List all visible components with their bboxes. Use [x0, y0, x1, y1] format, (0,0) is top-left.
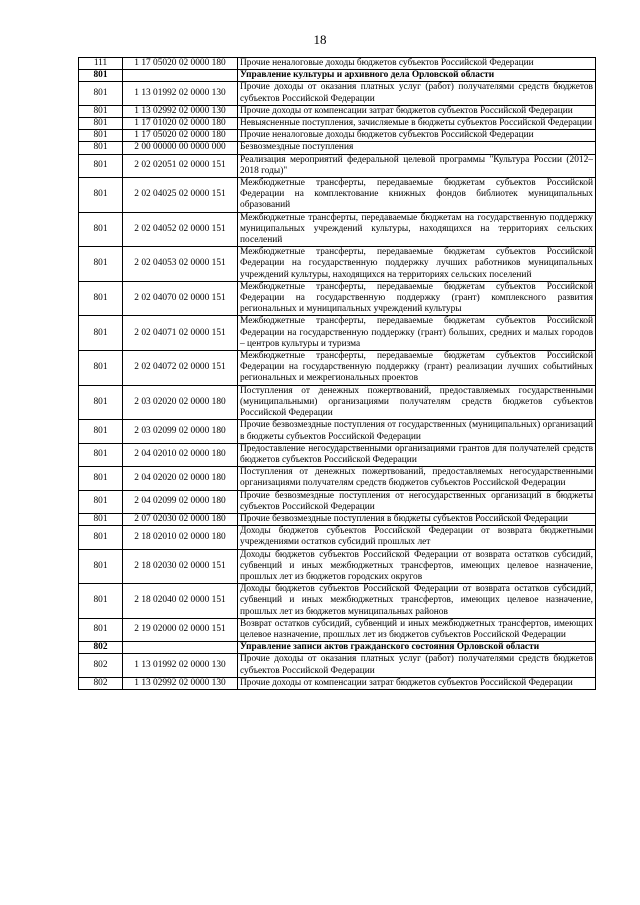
revenue-name-cell: Управление культуры и архивного дела Орловской области — [238, 70, 596, 82]
revenue-name-cell: Реализация мероприятий федеральной целевой программы "Культура России (2012–2018 годы)" — [238, 154, 596, 177]
table-row — [79, 281, 596, 316]
admin-code-cell: 801 — [79, 549, 123, 584]
revenue-name-cell: Прочие доходы от оказания платных услуг (работ) получателями средств бюджетов субъектов Российской Федерации — [238, 654, 596, 677]
admin-code-cell: 801 — [79, 316, 123, 351]
table-row — [79, 316, 596, 351]
revenue-code-cell — [123, 70, 238, 82]
revenue-code-cell: 2 04 02099 02 0000 180 — [123, 490, 238, 513]
section-header-row — [79, 642, 596, 654]
revenue-name-cell: Невыясненные поступления, зачисляемые в бюджеты субъектов Российской Федерации — [238, 118, 596, 130]
admin-code-cell: 801 — [79, 154, 123, 177]
table-row — [79, 549, 596, 584]
revenue-name-cell: Управление записи актов гражданского состояния Орловской области — [238, 642, 596, 654]
revenue-code-cell: 1 17 05020 02 0000 180 — [123, 130, 238, 142]
revenue-name-cell: Прочие доходы от компенсации затрат бюджетов субъектов Российской Федерации — [238, 105, 596, 117]
revenue-name-cell: Прочие неналоговые доходы бюджетов субъектов Российской Федерации — [238, 130, 596, 142]
revenue-name-cell: Доходы бюджетов субъектов Российской Федерации от возврата бюджетными учреждениями остатков субсидий прошлых лет — [238, 526, 596, 549]
revenue-name-cell: Межбюджетные трансферты, передаваемые бюджетам субъектов Российской Федерации на комплектование книжных фондов библиотек муниципальных образований — [238, 178, 596, 213]
table-row — [79, 118, 596, 130]
table-row — [79, 385, 596, 420]
revenue-code-cell: 2 07 02030 02 0000 180 — [123, 513, 238, 525]
admin-code-cell: 111 — [79, 58, 123, 70]
table-row — [79, 178, 596, 213]
revenue-code-cell: 2 03 02020 02 0000 180 — [123, 385, 238, 420]
admin-code-cell: 801 — [79, 130, 123, 142]
revenue-name-cell: Межбюджетные трансферты, передаваемые бюджетам субъектов Российской Федерации на государственную поддержку (грант) больших, средних и малых городов – центров культуры и туризма — [238, 316, 596, 351]
revenue-code-cell — [123, 642, 238, 654]
table-row — [79, 105, 596, 117]
table-row — [79, 58, 596, 70]
table-row — [79, 618, 596, 641]
page-number: 18 — [313, 32, 327, 47]
revenue-code-cell: 1 13 01992 02 0000 130 — [123, 654, 238, 677]
revenue-code-cell: 2 02 02051 02 0000 151 — [123, 154, 238, 177]
revenue-code-cell: 1 17 05020 02 0000 180 — [123, 58, 238, 70]
revenue-name-cell: Межбюджетные трансферты, передаваемые бюджетам субъектов Российской Федерации на государственную поддержку (грант) комплексного развития региональных и муниципальных учреждений культуры — [238, 281, 596, 316]
admin-code-cell: 801 — [79, 513, 123, 525]
revenue-code-cell: 2 19 02000 02 0000 151 — [123, 618, 238, 641]
table-row — [79, 420, 596, 443]
admin-code-cell: 801 — [79, 212, 123, 247]
admin-code-cell: 801 — [79, 281, 123, 316]
revenue-name-cell: Поступления от денежных пожертвований, предоставляемых государственными (муниципальными) организациями получателям средств бюджетов субъектов Российской Федерации — [238, 385, 596, 420]
admin-code-cell: 802 — [79, 642, 123, 654]
admin-code-cell: 801 — [79, 247, 123, 282]
revenue-code-cell: 2 18 02030 02 0000 151 — [123, 549, 238, 584]
revenue-name-cell: Межбюджетные трансферты, передаваемые бюджетам субъектов Российской Федерации на государственную поддержку лучших работников муниципальных учреждений культуры, находящихся на территориях сельских поселений — [238, 247, 596, 282]
table-row — [79, 443, 596, 466]
revenue-code-cell: 2 04 02010 02 0000 180 — [123, 443, 238, 466]
revenue-code-cell: 1 17 01020 02 0000 180 — [123, 118, 238, 130]
table-row — [79, 82, 596, 105]
revenue-name-cell: Доходы бюджетов субъектов Российской Федерации от возврата остатков субсидий, субвенций и иных межбюджетных трансфертов, имеющих целевое назначение, прошлых лет из бюджетов городских округов — [238, 549, 596, 584]
table-row — [79, 351, 596, 386]
revenue-name-cell: Возврат остатков субсидий, субвенций и иных межбюджетных трансфертов, имеющих целевое назначение, прошлых лет из бюджетов субъектов Российской Федерации — [238, 618, 596, 641]
admin-code-cell: 801 — [79, 82, 123, 105]
revenue-code-cell: 2 18 02040 02 0000 151 — [123, 584, 238, 619]
revenue-code-cell: 1 13 02992 02 0000 130 — [123, 677, 238, 689]
revenue-code-cell: 2 18 02010 02 0000 180 — [123, 526, 238, 549]
revenue-code-cell: 2 02 04072 02 0000 151 — [123, 351, 238, 386]
admin-code-cell: 801 — [79, 70, 123, 82]
admin-code-cell: 801 — [79, 178, 123, 213]
revenue-name-cell: Прочие доходы от компенсации затрат бюджетов субъектов Российской Федерации — [238, 677, 596, 689]
admin-code-cell: 801 — [79, 420, 123, 443]
revenue-name-cell: Прочие неналоговые доходы бюджетов субъектов Российской Федерации — [238, 58, 596, 70]
table-row — [79, 677, 596, 689]
admin-code-cell: 801 — [79, 118, 123, 130]
revenue-name-cell: Доходы бюджетов субъектов Российской Федерации от возврата остатков субсидий, субвенций и иных межбюджетных трансфертов, имеющих целевое назначение, прошлых лет из бюджетов муниципальных районов — [238, 584, 596, 619]
revenue-code-cell: 1 13 01992 02 0000 130 — [123, 82, 238, 105]
revenue-code-cell: 2 02 04070 02 0000 151 — [123, 281, 238, 316]
revenue-code-cell: 2 02 04053 02 0000 151 — [123, 247, 238, 282]
revenue-name-cell: Прочие доходы от оказания платных услуг (работ) получателями средств бюджетов субъектов Российской Федерации — [238, 82, 596, 105]
revenue-code-cell: 2 02 04071 02 0000 151 — [123, 316, 238, 351]
revenue-code-cell: 2 02 04025 02 0000 151 — [123, 178, 238, 213]
table-row — [79, 142, 596, 154]
admin-code-cell: 801 — [79, 618, 123, 641]
revenue-code-cell: 2 04 02020 02 0000 180 — [123, 467, 238, 490]
table-row — [79, 154, 596, 177]
table-row — [79, 584, 596, 619]
revenue-code-cell: 2 00 00000 00 0000 000 — [123, 142, 238, 154]
section-header-row — [79, 70, 596, 82]
table-row — [79, 130, 596, 142]
revenue-name-cell: Предоставление негосударственными организациями грантов для получателей средств бюджетов субъектов Российской Федерации — [238, 443, 596, 466]
admin-code-cell: 801 — [79, 351, 123, 386]
table-row — [79, 654, 596, 677]
revenue-code-cell: 2 02 04052 02 0000 151 — [123, 212, 238, 247]
table-row — [79, 247, 596, 282]
table-body — [79, 58, 596, 690]
admin-code-cell: 801 — [79, 105, 123, 117]
admin-code-cell: 801 — [79, 385, 123, 420]
table-row — [79, 513, 596, 525]
admin-code-cell: 802 — [79, 677, 123, 689]
budget-classification-table — [78, 57, 596, 690]
revenue-name-cell: Прочие безвозмездные поступления от негосударственных организаций в бюджеты субъектов Российской Федерации — [238, 490, 596, 513]
table-row — [79, 526, 596, 549]
admin-code-cell: 801 — [79, 443, 123, 466]
revenue-code-cell: 2 03 02099 02 0000 180 — [123, 420, 238, 443]
revenue-name-cell: Межбюджетные трансферты, передаваемые бюджетам на государственную поддержку муниципальных учреждений культуры, находящихся на территориях сельских поселений — [238, 212, 596, 247]
revenue-name-cell: Прочие безвозмездные поступления от государственных (муниципальных) организаций в бюджеты субъектов Российской Федерации — [238, 420, 596, 443]
admin-code-cell: 802 — [79, 654, 123, 677]
revenue-name-cell: Прочие безвозмездные поступления в бюджеты субъектов Российской Федерации — [238, 513, 596, 525]
revenue-name-cell: Безвозмездные поступления — [238, 142, 596, 154]
revenue-code-cell: 1 13 02992 02 0000 130 — [123, 105, 238, 117]
revenue-name-cell: Поступления от денежных пожертвований, предоставляемых негосударственными организациями получателям средств бюджетов субъектов Российской Федерации — [238, 467, 596, 490]
table-row — [79, 212, 596, 247]
table-row — [79, 467, 596, 490]
admin-code-cell: 801 — [79, 490, 123, 513]
admin-code-cell: 801 — [79, 142, 123, 154]
admin-code-cell: 801 — [79, 526, 123, 549]
table-row — [79, 490, 596, 513]
admin-code-cell: 801 — [79, 467, 123, 490]
admin-code-cell: 801 — [79, 584, 123, 619]
revenue-name-cell: Межбюджетные трансферты, передаваемые бюджетам субъектов Российской Федерации на государственную поддержку (грант) реализации лучших событийных региональных и межрегиональных проектов — [238, 351, 596, 386]
